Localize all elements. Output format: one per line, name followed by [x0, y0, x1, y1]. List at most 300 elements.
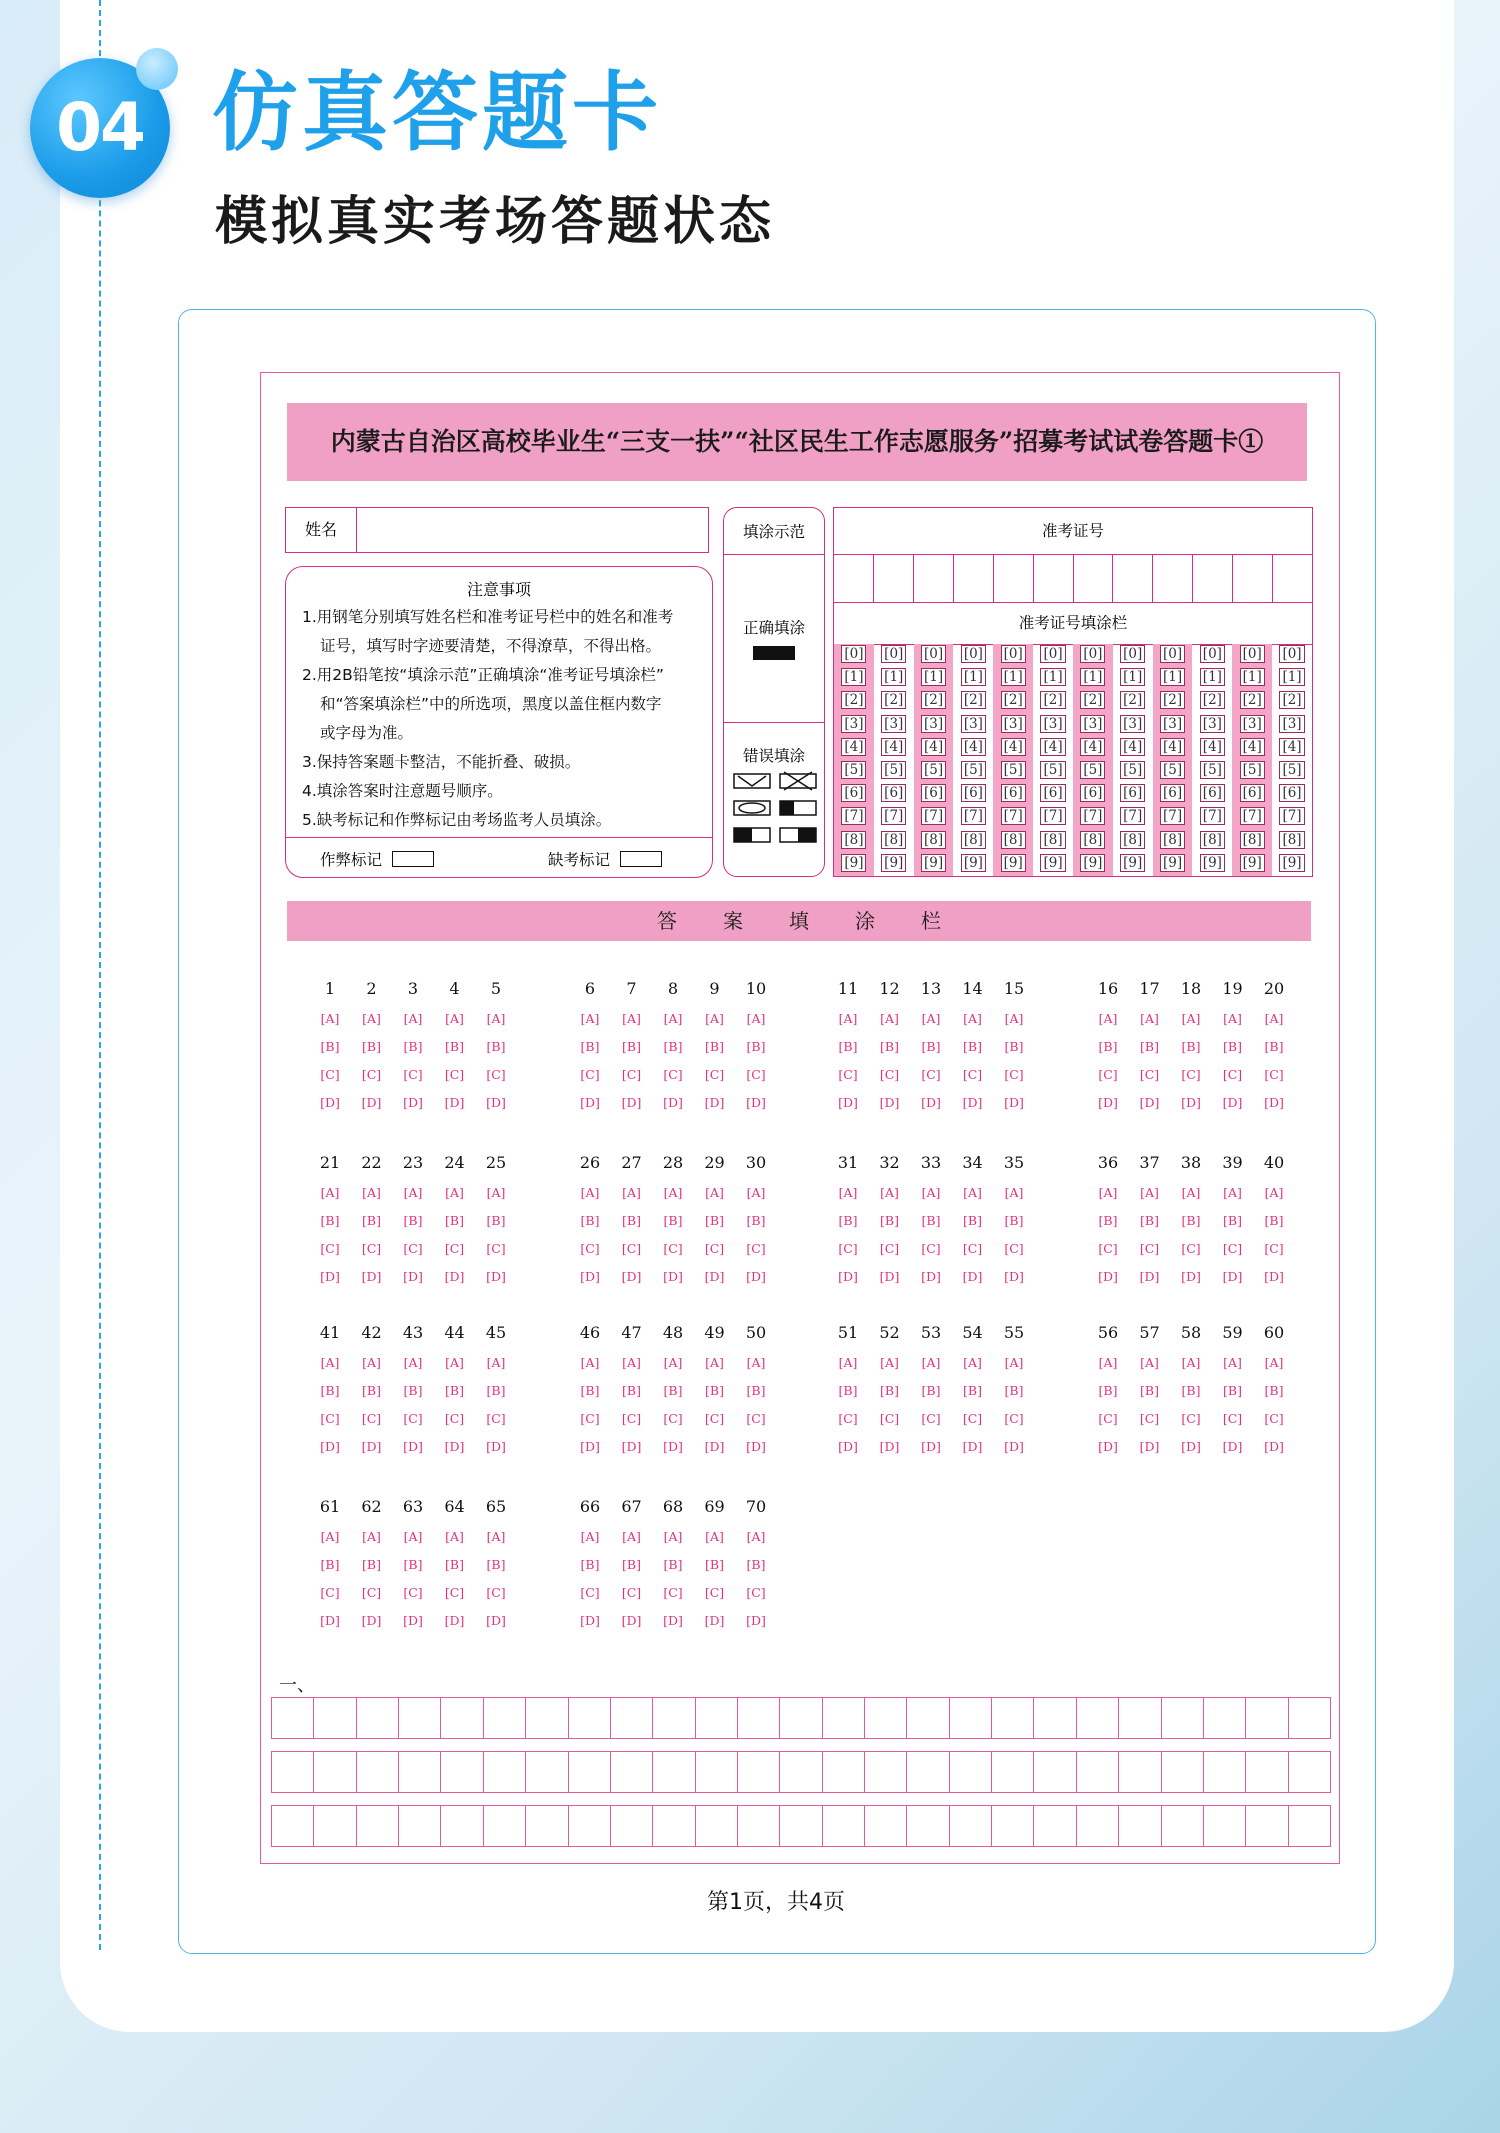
option-bubble[interactable]: [B]	[486, 1557, 506, 1572]
essay-cell[interactable]	[907, 1806, 949, 1846]
digit-bubble[interactable]: [8]	[1040, 831, 1065, 849]
option-bubble[interactable]: [B]	[403, 1039, 423, 1054]
exam-id-cell[interactable]	[834, 554, 874, 602]
option-bubble[interactable]: [A]	[622, 1011, 641, 1026]
digit-bubble[interactable]: [6]	[1279, 784, 1304, 802]
option-bubble[interactable]: [A]	[1223, 1355, 1242, 1370]
option-bubble[interactable]: [D]	[444, 1439, 465, 1454]
essay-cell[interactable]	[569, 1698, 611, 1738]
option-bubble[interactable]: [C]	[403, 1067, 423, 1082]
option-bubble[interactable]: [A]	[921, 1185, 941, 1200]
essay-cell[interactable]	[526, 1698, 568, 1738]
option-bubble[interactable]: [D]	[704, 1613, 725, 1628]
digit-bubble[interactable]: [5]	[921, 761, 946, 779]
digit-bubble[interactable]: [3]	[881, 715, 906, 733]
essay-cell[interactable]	[653, 1806, 695, 1846]
option-bubble[interactable]: [D]	[838, 1439, 858, 1454]
option-bubble[interactable]: [C]	[361, 1067, 382, 1082]
essay-cell[interactable]	[823, 1752, 865, 1792]
essay-cell[interactable]	[823, 1698, 865, 1738]
option-bubble[interactable]: [A]	[663, 1185, 683, 1200]
option-bubble[interactable]: [B]	[663, 1213, 683, 1228]
option-bubble[interactable]: [A]	[1223, 1185, 1242, 1200]
digit-bubble[interactable]: [0]	[1040, 645, 1065, 663]
option-bubble[interactable]: [B]	[1181, 1039, 1201, 1054]
digit-bubble[interactable]: [7]	[881, 807, 906, 825]
option-bubble[interactable]: [D]	[746, 1613, 766, 1628]
digit-bubble[interactable]: [2]	[1160, 691, 1185, 709]
essay-cell[interactable]	[441, 1698, 483, 1738]
option-bubble[interactable]: [B]	[622, 1213, 641, 1228]
digit-bubble[interactable]: [4]	[1279, 738, 1304, 756]
essay-cell[interactable]	[569, 1806, 611, 1846]
essay-cell[interactable]	[1162, 1698, 1204, 1738]
option-bubble[interactable]: [D]	[1264, 1269, 1284, 1284]
digit-bubble[interactable]: [1]	[961, 668, 986, 686]
digit-bubble[interactable]: [8]	[1279, 831, 1304, 849]
digit-bubble[interactable]: [5]	[1001, 761, 1026, 779]
option-bubble[interactable]: [C]	[403, 1241, 423, 1256]
digit-bubble[interactable]: [2]	[1240, 691, 1265, 709]
option-bubble[interactable]: [A]	[1098, 1185, 1118, 1200]
option-bubble[interactable]: [C]	[486, 1411, 506, 1426]
option-bubble[interactable]: [D]	[962, 1095, 983, 1110]
option-bubble[interactable]: [A]	[1181, 1011, 1201, 1026]
option-bubble[interactable]: [C]	[444, 1067, 465, 1082]
option-bubble[interactable]: [B]	[705, 1383, 724, 1398]
option-bubble[interactable]: [B]	[705, 1557, 724, 1572]
option-bubble[interactable]: [B]	[1098, 1383, 1118, 1398]
option-bubble[interactable]: [D]	[361, 1269, 382, 1284]
digit-bubble[interactable]: [9]	[1040, 854, 1065, 872]
option-bubble[interactable]: [C]	[320, 1241, 340, 1256]
option-bubble[interactable]: [A]	[838, 1355, 858, 1370]
option-bubble[interactable]: [C]	[962, 1067, 983, 1082]
digit-bubble[interactable]: [7]	[1160, 807, 1185, 825]
digit-bubble[interactable]: [5]	[1279, 761, 1304, 779]
option-bubble[interactable]: [A]	[486, 1185, 506, 1200]
essay-cell[interactable]	[1246, 1806, 1288, 1846]
option-bubble[interactable]: [A]	[880, 1355, 899, 1370]
digit-bubble[interactable]: [2]	[921, 691, 946, 709]
digit-bubble[interactable]: [2]	[881, 691, 906, 709]
digit-bubble[interactable]: [2]	[1200, 691, 1225, 709]
option-bubble[interactable]: [B]	[746, 1383, 766, 1398]
digit-bubble[interactable]: [1]	[921, 668, 946, 686]
essay-cell[interactable]	[780, 1698, 822, 1738]
digit-bubble[interactable]: [8]	[961, 831, 986, 849]
option-bubble[interactable]: [A]	[362, 1529, 381, 1544]
digit-bubble[interactable]: [7]	[961, 807, 986, 825]
digit-bubble[interactable]: [3]	[1080, 715, 1105, 733]
option-bubble[interactable]: [C]	[879, 1067, 900, 1082]
essay-cell[interactable]	[992, 1806, 1034, 1846]
option-bubble[interactable]: [A]	[320, 1011, 340, 1026]
option-bubble[interactable]: [B]	[1264, 1383, 1284, 1398]
option-bubble[interactable]: [C]	[444, 1241, 465, 1256]
digit-bubble[interactable]: [7]	[1120, 807, 1145, 825]
exam-id-cell[interactable]	[1233, 554, 1273, 602]
option-bubble[interactable]: [A]	[746, 1355, 766, 1370]
option-bubble[interactable]: [A]	[1264, 1011, 1284, 1026]
exam-id-digit-grid[interactable]	[834, 644, 1312, 876]
option-bubble[interactable]: [A]	[320, 1185, 340, 1200]
option-bubble[interactable]: [B]	[746, 1039, 766, 1054]
essay-cell[interactable]	[738, 1806, 780, 1846]
option-bubble[interactable]: [D]	[663, 1269, 683, 1284]
option-bubble[interactable]: [C]	[621, 1067, 642, 1082]
digit-bubble[interactable]: [1]	[1080, 668, 1105, 686]
option-bubble[interactable]: [B]	[1098, 1039, 1118, 1054]
essay-grid-row[interactable]	[271, 1697, 1331, 1739]
option-bubble[interactable]: [D]	[1139, 1439, 1160, 1454]
essay-cell[interactable]	[441, 1806, 483, 1846]
option-bubble[interactable]: [D]	[1139, 1269, 1160, 1284]
option-bubble[interactable]: [B]	[445, 1383, 464, 1398]
option-bubble[interactable]: [B]	[705, 1039, 724, 1054]
option-bubble[interactable]: [C]	[704, 1241, 725, 1256]
option-bubble[interactable]: [C]	[1264, 1411, 1284, 1426]
exam-id-cell[interactable]	[994, 554, 1034, 602]
option-bubble[interactable]: [B]	[963, 1383, 982, 1398]
option-bubble[interactable]: [A]	[1098, 1355, 1118, 1370]
digit-bubble[interactable]: [6]	[1240, 784, 1265, 802]
option-bubble[interactable]: [B]	[705, 1213, 724, 1228]
digit-bubble[interactable]: [7]	[1080, 807, 1105, 825]
option-bubble[interactable]: [D]	[1004, 1439, 1024, 1454]
digit-bubble[interactable]: [2]	[1279, 691, 1304, 709]
essay-cell[interactable]	[653, 1752, 695, 1792]
essay-cell[interactable]	[950, 1752, 992, 1792]
option-bubble[interactable]: [A]	[746, 1011, 766, 1026]
option-bubble[interactable]: [A]	[663, 1529, 683, 1544]
option-bubble[interactable]: [C]	[621, 1411, 642, 1426]
option-bubble[interactable]: [A]	[580, 1355, 600, 1370]
essay-cell[interactable]	[865, 1806, 907, 1846]
option-bubble[interactable]: [B]	[622, 1557, 641, 1572]
exam-id-cell[interactable]	[1193, 554, 1233, 602]
digit-bubble[interactable]: [8]	[1120, 831, 1145, 849]
digit-bubble[interactable]: [9]	[1279, 854, 1304, 872]
option-bubble[interactable]: [D]	[1098, 1269, 1118, 1284]
essay-cell[interactable]	[1119, 1752, 1161, 1792]
essay-cell[interactable]	[865, 1752, 907, 1792]
option-bubble[interactable]: [D]	[1222, 1439, 1243, 1454]
option-bubble[interactable]: [B]	[1140, 1213, 1159, 1228]
option-bubble[interactable]: [A]	[705, 1185, 724, 1200]
option-bubble[interactable]: [A]	[403, 1529, 423, 1544]
digit-bubble[interactable]: [6]	[1120, 784, 1145, 802]
essay-cell[interactable]	[314, 1752, 356, 1792]
option-bubble[interactable]: [C]	[1181, 1067, 1201, 1082]
option-bubble[interactable]: [D]	[1181, 1269, 1201, 1284]
option-bubble[interactable]: [A]	[622, 1185, 641, 1200]
digit-bubble[interactable]: [9]	[961, 854, 986, 872]
digit-bubble[interactable]: [5]	[1040, 761, 1065, 779]
option-bubble[interactable]: [C]	[704, 1067, 725, 1082]
option-bubble[interactable]: [D]	[486, 1439, 506, 1454]
option-bubble[interactable]: [C]	[879, 1411, 900, 1426]
option-bubble[interactable]: [D]	[580, 1269, 600, 1284]
option-bubble[interactable]: [A]	[445, 1011, 464, 1026]
option-bubble[interactable]: [D]	[580, 1095, 600, 1110]
option-bubble[interactable]: [B]	[445, 1039, 464, 1054]
option-bubble[interactable]: [D]	[486, 1269, 506, 1284]
option-bubble[interactable]: [C]	[921, 1241, 941, 1256]
digit-bubble[interactable]: [2]	[841, 691, 866, 709]
option-bubble[interactable]: [B]	[320, 1039, 340, 1054]
option-bubble[interactable]: [A]	[705, 1529, 724, 1544]
essay-cell[interactable]	[738, 1698, 780, 1738]
option-bubble[interactable]: [B]	[403, 1213, 423, 1228]
essay-cell[interactable]	[314, 1806, 356, 1846]
essay-cell[interactable]	[569, 1752, 611, 1792]
option-bubble[interactable]: [A]	[580, 1529, 600, 1544]
option-bubble[interactable]: [C]	[663, 1411, 683, 1426]
digit-bubble[interactable]: [8]	[1001, 831, 1026, 849]
essay-cell[interactable]	[696, 1752, 738, 1792]
option-bubble[interactable]: [D]	[962, 1439, 983, 1454]
option-bubble[interactable]: [C]	[486, 1067, 506, 1082]
option-bubble[interactable]: [C]	[486, 1585, 506, 1600]
option-bubble[interactable]: [D]	[444, 1613, 465, 1628]
option-bubble[interactable]: [B]	[838, 1039, 858, 1054]
option-bubble[interactable]: [C]	[879, 1241, 900, 1256]
digit-bubble[interactable]: [0]	[1279, 645, 1304, 663]
digit-bubble[interactable]: [0]	[921, 645, 946, 663]
option-bubble[interactable]: [D]	[1098, 1439, 1118, 1454]
essay-cell[interactable]	[399, 1806, 441, 1846]
option-bubble[interactable]: [A]	[746, 1529, 766, 1544]
digit-bubble[interactable]: [9]	[1240, 854, 1265, 872]
option-bubble[interactable]: [C]	[1004, 1067, 1024, 1082]
exam-id-cell[interactable]	[954, 554, 994, 602]
option-bubble[interactable]: [C]	[1264, 1241, 1284, 1256]
digit-bubble[interactable]: [1]	[1001, 668, 1026, 686]
option-bubble[interactable]: [B]	[1140, 1039, 1159, 1054]
option-bubble[interactable]: [B]	[663, 1557, 683, 1572]
option-bubble[interactable]: [A]	[663, 1355, 683, 1370]
exam-id-cell[interactable]	[874, 554, 914, 602]
option-bubble[interactable]: [C]	[444, 1585, 465, 1600]
essay-cell[interactable]	[696, 1698, 738, 1738]
option-bubble[interactable]: [D]	[486, 1095, 506, 1110]
essay-cell[interactable]	[357, 1698, 399, 1738]
digit-bubble[interactable]: [8]	[881, 831, 906, 849]
digit-bubble[interactable]: [6]	[1160, 784, 1185, 802]
essay-cell[interactable]	[611, 1698, 653, 1738]
option-bubble[interactable]: [A]	[921, 1355, 941, 1370]
option-bubble[interactable]: [C]	[1264, 1067, 1284, 1082]
exam-id-cell[interactable]	[1074, 554, 1114, 602]
option-bubble[interactable]: [A]	[403, 1011, 423, 1026]
digit-bubble[interactable]: [3]	[1240, 715, 1265, 733]
digit-bubble[interactable]: [4]	[1040, 738, 1065, 756]
essay-cell[interactable]	[1077, 1806, 1119, 1846]
option-bubble[interactable]: [C]	[746, 1411, 766, 1426]
essay-cell[interactable]	[696, 1806, 738, 1846]
option-bubble[interactable]: [B]	[403, 1383, 423, 1398]
option-bubble[interactable]: [A]	[1140, 1185, 1159, 1200]
option-bubble[interactable]: [C]	[320, 1067, 340, 1082]
digit-bubble[interactable]: [7]	[1279, 807, 1304, 825]
essay-cell[interactable]	[484, 1806, 526, 1846]
digit-bubble[interactable]: [6]	[961, 784, 986, 802]
exam-id-cell[interactable]	[1113, 554, 1153, 602]
option-bubble[interactable]: [B]	[1181, 1383, 1201, 1398]
digit-bubble[interactable]: [9]	[921, 854, 946, 872]
option-bubble[interactable]: [C]	[746, 1585, 766, 1600]
option-bubble[interactable]: [C]	[361, 1585, 382, 1600]
option-bubble[interactable]: [B]	[838, 1383, 858, 1398]
option-bubble[interactable]: [B]	[1140, 1383, 1159, 1398]
digit-bubble[interactable]: [7]	[841, 807, 866, 825]
option-bubble[interactable]: [A]	[1264, 1355, 1284, 1370]
digit-bubble[interactable]: [3]	[1279, 715, 1304, 733]
option-bubble[interactable]: [B]	[486, 1039, 506, 1054]
essay-cell[interactable]	[1204, 1698, 1246, 1738]
digit-bubble[interactable]: [6]	[1200, 784, 1225, 802]
digit-bubble[interactable]: [3]	[1120, 715, 1145, 733]
option-bubble[interactable]: [A]	[1004, 1355, 1024, 1370]
digit-bubble[interactable]: [9]	[1200, 854, 1225, 872]
option-bubble[interactable]: [C]	[361, 1411, 382, 1426]
option-bubble[interactable]: [D]	[838, 1095, 858, 1110]
digit-bubble[interactable]: [6]	[1040, 784, 1065, 802]
option-bubble[interactable]: [D]	[962, 1269, 983, 1284]
exam-id-write-cells[interactable]	[834, 554, 1312, 603]
option-bubble[interactable]: [C]	[403, 1411, 423, 1426]
digit-bubble[interactable]: [3]	[961, 715, 986, 733]
option-bubble[interactable]: [D]	[486, 1613, 506, 1628]
essay-grid-row[interactable]	[271, 1751, 1331, 1793]
option-bubble[interactable]: [D]	[663, 1095, 683, 1110]
essay-cell[interactable]	[865, 1698, 907, 1738]
option-bubble[interactable]: [A]	[580, 1185, 600, 1200]
digit-bubble[interactable]: [1]	[881, 668, 906, 686]
digit-bubble[interactable]: [1]	[1200, 668, 1225, 686]
option-bubble[interactable]: [C]	[746, 1067, 766, 1082]
option-bubble[interactable]: [B]	[1264, 1213, 1284, 1228]
digit-bubble[interactable]: [6]	[881, 784, 906, 802]
digit-bubble[interactable]: [2]	[1001, 691, 1026, 709]
digit-bubble[interactable]: [8]	[1080, 831, 1105, 849]
essay-cell[interactable]	[272, 1698, 314, 1738]
essay-cell[interactable]	[314, 1698, 356, 1738]
digit-bubble[interactable]: [2]	[1040, 691, 1065, 709]
option-bubble[interactable]: [A]	[320, 1529, 340, 1544]
option-bubble[interactable]: [C]	[838, 1411, 858, 1426]
option-bubble[interactable]: [D]	[838, 1269, 858, 1284]
option-bubble[interactable]: [B]	[320, 1383, 340, 1398]
essay-cell[interactable]	[399, 1698, 441, 1738]
option-bubble[interactable]: [C]	[1004, 1411, 1024, 1426]
option-bubble[interactable]: [C]	[621, 1585, 642, 1600]
option-bubble[interactable]: [D]	[361, 1095, 382, 1110]
digit-bubble[interactable]: [4]	[1120, 738, 1145, 756]
digit-bubble[interactable]: [4]	[1240, 738, 1265, 756]
option-bubble[interactable]: [D]	[1222, 1095, 1243, 1110]
digit-bubble[interactable]: [5]	[1200, 761, 1225, 779]
option-bubble[interactable]: [D]	[621, 1095, 642, 1110]
option-bubble[interactable]: [B]	[880, 1213, 899, 1228]
essay-cell[interactable]	[1119, 1806, 1161, 1846]
option-bubble[interactable]: [B]	[362, 1213, 381, 1228]
option-bubble[interactable]: [A]	[622, 1529, 641, 1544]
option-bubble[interactable]: [B]	[963, 1039, 982, 1054]
option-bubble[interactable]: [C]	[921, 1411, 941, 1426]
essay-cell[interactable]	[1034, 1698, 1076, 1738]
option-bubble[interactable]: [D]	[320, 1439, 340, 1454]
exam-id-cell[interactable]	[1034, 554, 1074, 602]
option-bubble[interactable]: [D]	[621, 1439, 642, 1454]
option-bubble[interactable]: [C]	[444, 1411, 465, 1426]
option-bubble[interactable]: [A]	[486, 1011, 506, 1026]
digit-bubble[interactable]: [0]	[961, 645, 986, 663]
option-bubble[interactable]: [B]	[921, 1039, 941, 1054]
essay-cell[interactable]	[1246, 1752, 1288, 1792]
option-bubble[interactable]: [C]	[1181, 1411, 1201, 1426]
option-bubble[interactable]: [D]	[704, 1269, 725, 1284]
essay-cell[interactable]	[950, 1698, 992, 1738]
option-bubble[interactable]: [D]	[361, 1439, 382, 1454]
option-bubble[interactable]: [A]	[705, 1355, 724, 1370]
option-bubble[interactable]: [A]	[320, 1355, 340, 1370]
option-bubble[interactable]: [B]	[362, 1557, 381, 1572]
option-bubble[interactable]: [B]	[580, 1557, 600, 1572]
option-bubble[interactable]: [C]	[921, 1067, 941, 1082]
option-bubble[interactable]: [D]	[403, 1439, 423, 1454]
option-bubble[interactable]: [B]	[921, 1383, 941, 1398]
option-bubble[interactable]: [C]	[704, 1585, 725, 1600]
option-bubble[interactable]: [D]	[879, 1269, 900, 1284]
option-bubble[interactable]: [D]	[921, 1095, 941, 1110]
option-bubble[interactable]: [A]	[1181, 1185, 1201, 1200]
essay-cell[interactable]	[484, 1698, 526, 1738]
option-bubble[interactable]: [D]	[663, 1439, 683, 1454]
digit-bubble[interactable]: [3]	[1200, 715, 1225, 733]
essay-cell[interactable]	[272, 1752, 314, 1792]
digit-bubble[interactable]: [5]	[1080, 761, 1105, 779]
option-bubble[interactable]: [C]	[1222, 1411, 1243, 1426]
option-bubble[interactable]: [C]	[1098, 1241, 1118, 1256]
digit-bubble[interactable]: [7]	[1040, 807, 1065, 825]
essay-cell[interactable]	[1246, 1698, 1288, 1738]
option-bubble[interactable]: [A]	[486, 1355, 506, 1370]
option-bubble[interactable]: [B]	[663, 1039, 683, 1054]
option-bubble[interactable]: [C]	[1222, 1241, 1243, 1256]
option-bubble[interactable]: [C]	[486, 1241, 506, 1256]
cheat-mark-box[interactable]	[392, 851, 434, 867]
digit-bubble[interactable]: [5]	[881, 761, 906, 779]
option-bubble[interactable]: [D]	[921, 1439, 941, 1454]
option-bubble[interactable]: [D]	[1264, 1095, 1284, 1110]
option-bubble[interactable]: [B]	[580, 1383, 600, 1398]
option-bubble[interactable]: [A]	[403, 1185, 423, 1200]
digit-bubble[interactable]: [0]	[841, 645, 866, 663]
digit-bubble[interactable]: [9]	[1160, 854, 1185, 872]
option-bubble[interactable]: [A]	[1098, 1011, 1118, 1026]
option-bubble[interactable]: [C]	[403, 1585, 423, 1600]
option-bubble[interactable]: [C]	[1222, 1067, 1243, 1082]
option-bubble[interactable]: [D]	[704, 1439, 725, 1454]
option-bubble[interactable]: [A]	[838, 1185, 858, 1200]
option-bubble[interactable]: [D]	[879, 1095, 900, 1110]
exam-id-cell[interactable]	[1273, 554, 1312, 602]
option-bubble[interactable]: [C]	[663, 1585, 683, 1600]
name-field[interactable]	[285, 507, 709, 553]
digit-bubble[interactable]: [9]	[841, 854, 866, 872]
